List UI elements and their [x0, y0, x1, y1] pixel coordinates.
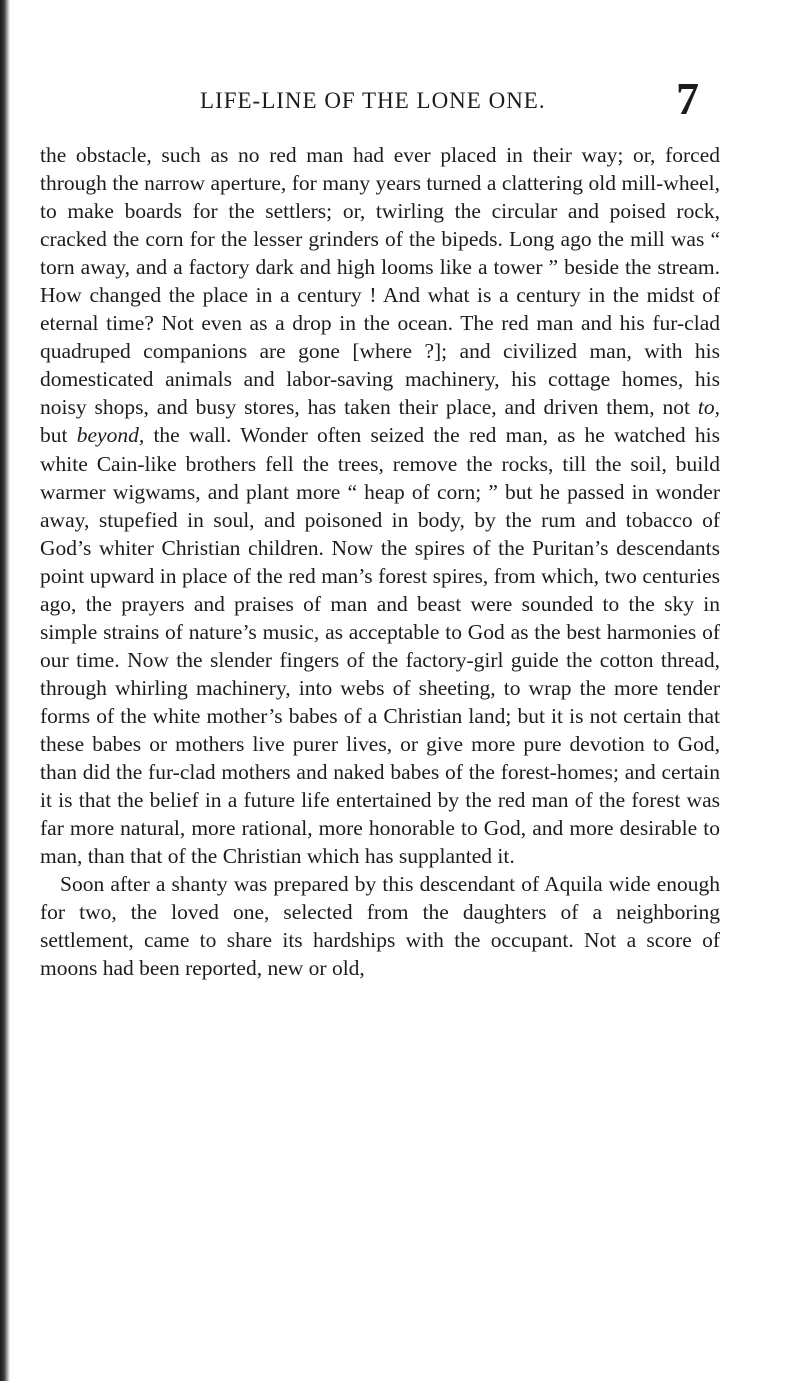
- body-text: [40, 141, 720, 982]
- paragraph-2: Soon after a shanty was prepared by this descendant of Aquila wide enough for two, the loved one, selected from the daughters of a neighboring settlement, came to share its hardships with the occupant. Not a score of moons had been reported, new or old,: [40, 872, 720, 981]
- paragraph-1: [40, 141, 720, 870]
- running-head: LIFE-LINE OF THE LONE ONE.: [200, 88, 546, 113]
- paragraph-1-text-a: the obstacle, such as no red man had ever placed in their way; or, forced through the narrow aperture, for many years turned a clattering old mill-wheel, to make boards for the settlers; or, twirling the circular and poised rock, cracked the corn for the lesser grinders of the bipeds. Long ago the mill was “ torn away, and a factory dark and high looms like a tower ” beside the stream. How changed the place in a century ! And what is a century in the midst of eternal time? Not even as a drop in the ocean. The red man and his fur-clad quadruped companions are gone [where ?]; and civilized man, with his domesticated animals and labor-saving machinery, his cottage homes, his noisy shops, and busy stores, has taken their place, and driven them, not: [40, 143, 720, 420]
- italic-beyond: beyond,: [76, 423, 145, 448]
- page-header: [200, 73, 740, 136]
- paragraph-1-text-b: but: [40, 423, 77, 448]
- italic-to: to,: [697, 395, 720, 420]
- paragraph-1-text-c: the wall. Wonder often seized the red man, as he watched his white Cain-like brothers fell the trees, remove the rocks, till the soil, build warmer wigwams, and plant more “ heap of corn; ” but he passed in wonder away, stupefied in soul, and poisoned in body, by the rum and tobacco of God’s whiter Christian children. Now the spires of the Puritan’s descendants point upward in place of the red man’s forest spires, from which, two centuries ago, the prayers and praises of man and beast were sounded to the sky in simple strains of nature’s music, as acceptable to God as the best harmonies of our time. Now the slender fingers of the factory-girl guide the cotton thread, through whirling machinery, into webs of sheeting, to wrap the more tender forms of the white mother’s babes of a Christian land; but it is not certain that these babes or mothers live purer lives, or give more pure devotion to God, than did the fur-clad mothers and naked babes of the forest-homes; and certain it is that the belief in a future life entertained by the red man of the forest was far more natural, more rational, more honorable to God, and more desirable to man, than that of the Christian which has supplanted it.: [40, 423, 720, 869]
- page-number: 7: [676, 73, 699, 124]
